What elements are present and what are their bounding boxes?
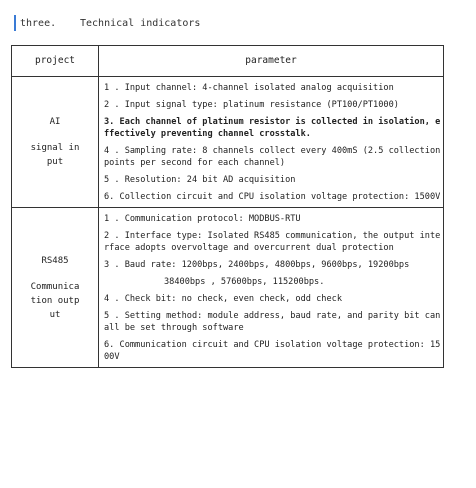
parameter-cell-ai [99,77,444,208]
table-row-ai [12,77,444,208]
project-cell-rs485 [12,208,99,368]
parameter-item: 5 . Setting method: module address, baud rate, and parity bit can all be set through software [104,311,446,333]
parameter-item: 1 . Input channel: 4-channel isolated analog acquisition [104,83,394,93]
project-label-line: AI [49,117,61,127]
parameter-item: 38400bps , 57600bps, 115200bps. [164,277,325,287]
parameter-item: 4 . Sampling rate: 8 channels collect every 400mS (2.5 collection points per second for each channel) [104,146,446,168]
parameter-item: 5 . Resolution: 24 bit AD acquisition [104,175,296,185]
parameter-item: 3. Each channel of platinum resistor is collected in isolation, effectively preventing channel crosstalk. [104,117,441,139]
project-label-line: tion outp [30,295,80,306]
header-project: project [12,46,99,77]
header-parameter: parameter [99,46,444,77]
table-header-row [12,46,444,77]
project-label-line: ut [49,309,61,320]
section-heading [14,15,200,31]
project-label-line: put [46,157,64,167]
parameter-item: 2 . Input signal type: platinum resistance (PT100/PT1000) [104,100,399,110]
project-label-line: Communica [30,281,80,292]
parameter-item: 1 . Communication protocol: MODBUS-RTU [104,214,301,224]
parameter-cell-rs485 [99,208,444,368]
project-cell-ai [12,77,99,208]
table-row-rs485 [12,208,444,368]
parameter-item: 4 . Check bit: no check, even check, odd check [104,294,342,304]
parameter-item: 2 . Interface type: Isolated RS485 communication, the output interface adopts overvoltage and overcurrent dual protection [104,231,441,253]
technical-indicators-table [11,45,444,368]
heading-marker [14,15,16,31]
parameter-item: 3 . Baud rate: 1200bps, 2400bps, 4800bps, 9600bps, 19200bps [104,260,410,270]
project-label-line: signal in [30,143,80,153]
section-number: three. [20,17,57,29]
parameter-item: 6. Communication circuit and CPU isolation voltage protection: 1500V [104,340,441,362]
parameter-item: 6. Collection circuit and CPU isolation voltage protection: 1500V [104,192,441,202]
section-title: Technical indicators [80,17,201,29]
project-label-line: RS485 [41,255,69,266]
